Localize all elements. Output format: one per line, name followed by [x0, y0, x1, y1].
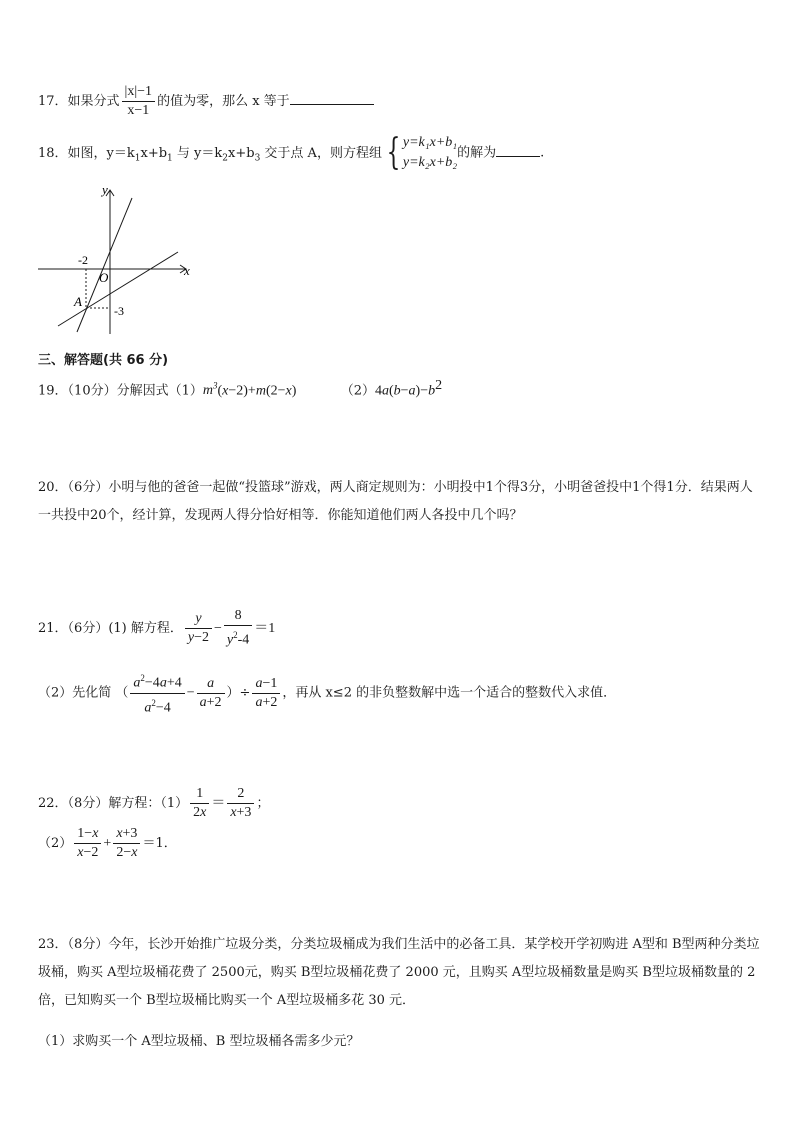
- origin-label: O: [99, 270, 109, 285]
- brace-icon: {: [386, 132, 401, 173]
- x-axis-label: x: [184, 263, 190, 278]
- q21-fraction-1: $\frac{y}{y-2}$: [185, 611, 212, 646]
- point-a-label: A: [74, 294, 82, 309]
- question-23: 23．（8分）今年，长沙开始推广垃圾分类，分类垃圾桶成为我们生活中的必备工具．某学校开学初购进 A型和 B型两种分类垃圾桶，购买 A型垃圾桶花费了 2500元，购买 B型垃圾桶花费了 2000 元，且购买 A型垃圾桶数量是购买 B型垃圾桶数量的 2 倍，已知购买一个 B型垃圾桶比购买一个 A型垃圾桶多花 30 元．: [38, 937, 760, 1008]
- q22-part2-label: （2）: [38, 836, 73, 851]
- q21-fraction-3: $\frac{a^2-4a+4}{a^2-4}$: [130, 670, 184, 716]
- q18-end: .: [540, 145, 545, 161]
- q19-expr2: 4: [374, 383, 382, 399]
- q18-eq1: y=k₁x+b₁: [402, 135, 458, 150]
- q18-eq2: y=k₂x+b₂: [402, 155, 458, 170]
- q17-answer-blank[interactable]: [290, 92, 374, 105]
- question-17: [38, 84, 374, 119]
- question-21: 21．（6分）(1) 解方程． $\frac{y}{y-2}$ − $\frac{8}{y^2-4}$ ＝1: [38, 608, 276, 648]
- tick-label-x: -2: [78, 253, 88, 267]
- question-23-part-1: （1）求购买一个 A型垃圾桶、B 型垃圾桶各需多少元？: [38, 1034, 360, 1049]
- q17-denominator: x−1: [127, 103, 150, 118]
- q21-prefix: 21．（6分）(1) 解方程．: [38, 620, 183, 636]
- section-title: 三、解答题(共 66 分): [38, 353, 169, 368]
- q19-prefix: 19．（10分）分解因式（1）: [38, 383, 203, 399]
- y-axis-label: y: [102, 182, 108, 197]
- question-21-part-2: （2）先化简 （ $\frac{a^2-4a+4}{a^2-4}$ − $\frac{a}{a+2}$ ）÷ $\frac{a-1}{a+2}$ ，再从 x≤2 的非负整数解中选一个适合的整数代入求值．: [38, 670, 616, 716]
- q18-equation-system: [382, 133, 457, 173]
- q19-expr1: $m^3$: [202, 380, 218, 399]
- q22-fraction-4: $\frac{x+3}{2-x}$: [113, 826, 140, 861]
- q18-answer-blank[interactable]: [496, 144, 540, 157]
- question-20: 20．（6分）小明与他的爸爸一起做“投篮球”游戏，两人商定规则为：小明投中1个得3分，小明爸爸投中1个得1分．结果两人一共投中20个，经计算，发现两人得分恰好相等．你能知道他们两人各投中几个吗？: [38, 480, 753, 523]
- question-19: 19．（10分）分解因式$(1)m^3(x-2)+m(2-x)$ $(2)4a(b-a)-b^2$: [38, 378, 443, 399]
- linear-functions-graph: [36, 182, 198, 342]
- q22-end1: ；: [256, 796, 270, 811]
- question-18: [38, 133, 544, 173]
- q18-suffix: 的解为: [457, 145, 497, 161]
- q21-fraction-4: $\frac{a}{a+2}$: [197, 676, 225, 711]
- q21-part2-suffix: ，再从 x≤2 的非负整数解中选一个适合的整数代入求值．: [282, 685, 617, 701]
- q22-fraction-1: $\frac{1}{2x}$: [190, 786, 209, 821]
- q17-fraction: [122, 84, 156, 119]
- question-22-part-2: （2） $\frac{1-x}{x-2}$ + $\frac{x+3}{2-x}$ ＝1．: [38, 826, 177, 860]
- q22-prefix: 22．（8分）解方程：（1）: [38, 796, 189, 811]
- q22-fraction-2: $\frac{2}{x+3}$: [227, 786, 254, 821]
- q17-suffix: 的值为零，那么 x 等于: [157, 94, 290, 109]
- q21-fraction-2: $\frac{8}{y^2-4}$: [224, 608, 252, 649]
- q18-prefix: 18．如图，$y=k_1x+b_1$ 与 $y=k_2x+b_3$ 交于点 A，则方程组: [38, 145, 382, 164]
- q22-end2: ＝1．: [142, 836, 177, 851]
- tick-label-y: -3: [114, 304, 124, 318]
- q21-fraction-5: $\frac{a-1}{a+2}$: [252, 676, 280, 711]
- q18-prefix-text: 18．如图，y＝k: [38, 145, 135, 161]
- q21-part2-prefix: （2）先化简 （: [38, 685, 129, 701]
- q17-prefix: 17．如果分式: [38, 94, 120, 109]
- q17-numerator: |x|−1: [122, 84, 156, 102]
- q22-fraction-3: $\frac{1-x}{x-2}$: [74, 826, 101, 861]
- q21-part2-mid: ）÷: [226, 685, 251, 701]
- q19-part2-label: （2）: [340, 383, 375, 399]
- question-22: 22．（8分）解方程：（1） $\frac{1}{2x}$ ＝ $\frac{2}{x+3}$ ；: [38, 786, 270, 820]
